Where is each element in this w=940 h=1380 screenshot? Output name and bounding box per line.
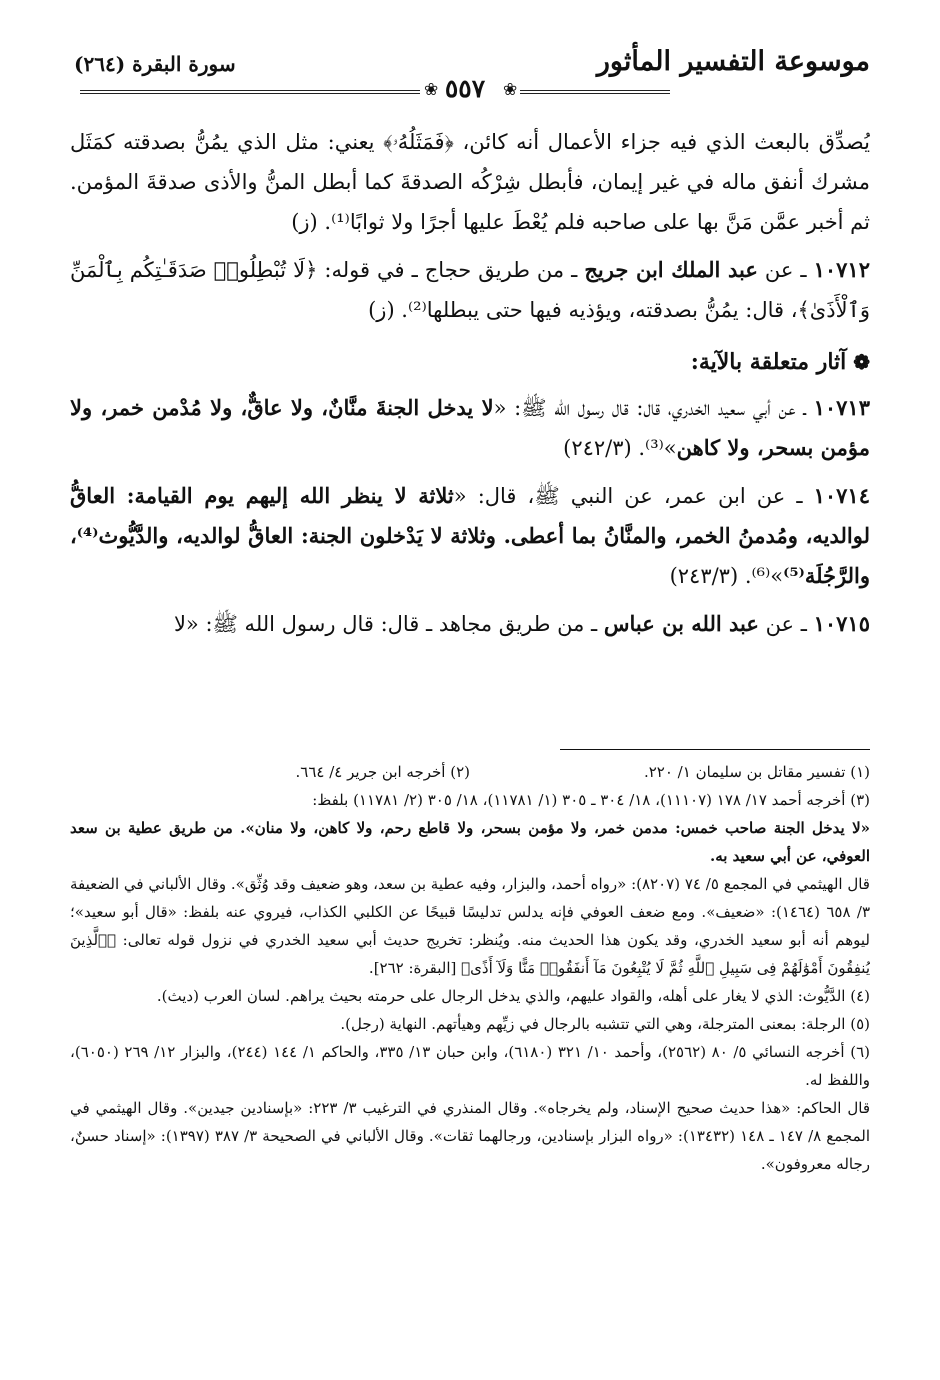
header-rule-right bbox=[520, 90, 670, 94]
section-heading-text: آثار متعلقة بالآية: bbox=[690, 349, 847, 375]
footnotes bbox=[70, 758, 870, 1328]
footnote-1: (١) تفسير مقاتل بن سليمان ١/ ٢٢٠. bbox=[643, 763, 870, 781]
entry-number: ١٠٧١٢ bbox=[813, 257, 870, 282]
narrator-name: عبد الله بن عباس bbox=[603, 611, 759, 636]
ornament-icon: ❁ bbox=[846, 350, 870, 374]
entry-text: ـ عن ابن عمر، عن النبي ﷺ، قال: « bbox=[453, 484, 814, 508]
entry-text: ـ من طريق مجاهد ـ قال: قال رسول الله ﷺ: «لا bbox=[173, 612, 604, 636]
footnote-separator bbox=[560, 749, 870, 750]
header-rule-left bbox=[80, 90, 420, 94]
paragraph: يُصدِّق بالبعث الذي فيه جزاء الأعمال أنه كائن، ﴿فَمَثَلُهُۥ﴾ يعني: مثل الذي يمُنُّ بصدقته كمَثَل مشرك أنفق ماله في غير إيمان، فأبطل شِرْكُه الصدقةَ كما أبطل المنُّ والأذى صدقةَ المؤمن. ثم أخبر عمَّن مَنَّ بها على صاحبه فلم يُعْطَ عليها أجرًا ولا ثوابًا⁽¹⁾. (ز) bbox=[70, 130, 870, 234]
footnote-2: (٢) أخرجه ابن جرير ٤/ ٦٦٤. bbox=[295, 763, 470, 781]
footnote-3: (٣) أخرجه أحمد ١٧/ ١٧٨ (١١١٠٧)، ١٨/ ٣٠٤ ـ ٣٠٥ (١/ ١١٧٨١)، ١٨/ ٣٠٥ (٢/ ١١٧٨١) بلفظ: bbox=[312, 791, 870, 809]
entry-text: »⁽³⁾. (٢٤٢/٣) bbox=[563, 436, 677, 460]
entry-text: ـ من طريق حجاج ـ في قوله: ﴿لَا تُبْطِلُوا۟ صَدَقَـٰتِكُم بِٱلْمَنِّ وَٱلْأَذَىٰ﴾، قال: يمُنُّ بصدقته، ويؤذيه فيها حتى يبطلها⁽²⁾. (ز) bbox=[70, 258, 870, 322]
entry-number: ١٠٧١٤ bbox=[813, 483, 870, 508]
hadith-text: ثلاثة لا ينظر الله إليهم يوم القيامة: العاقُّ لوالديه، ومُدمنُ الخمر، والمنَّانُ بما أعطى. وثلاثة لا يَدْخلون الجنة: العاقُّ لوالديه، والدَّيُّوث⁽⁴⁾، والرَّجُلَة⁽⁵⁾ bbox=[70, 483, 870, 588]
footnote-5: (٥) الرجلة: بمعنى المترجلة، وهي التي تتشبه بالرجال في زيِّهم وهيأتهم. النهاية (رجل). bbox=[340, 1015, 870, 1033]
footnote-3-commentary: قال الهيثمي في المجمع ٥/ ٧٤ (٨٢٠٧): «رواه أحمد، والبزار، وفيه عطية بن سعد، وهو ضعيف وقد وُثِّق». وقال الألباني في الضعيفة ٣/ ٦٥٨ (١٤٦٤): «ضعيف». ومع ضعف العوفي فإنه يدلس تدليسًا قبيحًا عن الكلبي الكذاب، فيروي عنه بلفظ: «قال أبو سعيد»؛ ليوهم أنه أبو سعيد الخدري، وقد يكون هذا الحديث منه. ويُنظر: تخريج حديث أبي سعيد الخدري في نزول قوله تعالى: ﴿ٱلَّذِينَ يُنفِقُونَ أَمْوَٰلَهُمْ فِى سَبِيلِ ٱللَّهِ ثُمَّ لَا يُتْبِعُونَ مَآ أَنفَقُوا۟ مَنًّا وَلَآ أَذًى﴾ [البقرة: ٢٦٢]. bbox=[70, 875, 870, 977]
footnote-3-hadith: «لا يدخل الجنة صاحب خمس: مدمن خمر، ولا مؤمن بسحر، ولا قاطع رحم، ولا كاهن، ولا منان». من طريق عطية بن سعد العوفي، عن أبي سعيد به. bbox=[70, 819, 870, 865]
entry-10715 bbox=[70, 604, 870, 644]
book-title: موسوعة التفسير المأثور bbox=[596, 46, 870, 77]
hadith-text: لا يدخل الجنةَ منَّانٌ، ولا عاقٌّ، ولا مُدْمن خمر، ولا مؤمن بسحر، ولا كاهن bbox=[70, 395, 870, 460]
entry-text: ـ عن أبي سعيد الخدري، قال: قال رسول الله ﷺ: « bbox=[493, 396, 814, 420]
entry-text: ـ عن bbox=[757, 258, 814, 282]
surah-label: سورة البقرة (٢٦٤) bbox=[74, 52, 236, 76]
entry-text: ـ عن bbox=[758, 612, 814, 636]
entry-10713 bbox=[70, 388, 870, 468]
section-heading bbox=[70, 342, 870, 382]
entry-10714 bbox=[70, 476, 870, 596]
entry-number: ١٠٧١٥ bbox=[813, 611, 870, 636]
footnote-6: (٦) أخرجه النسائي ٥/ ٨٠ (٢٥٦٢)، وأحمد ١٠/ ٣٢١ (٦١٨٠)، وابن حبان ١٣/ ٣٣٥، والحاكم ١/ ١٤٤ (٢٤٤)، والبزار ١٢/ ٢٦٩ (٦٠٥٠)، واللفظ له. bbox=[70, 1043, 870, 1089]
footnote-4: (٤) الدَّيُّوث: الذي لا يغار على أهله، والقواد عليهم، والذي يدخل الرجال على حرمته بحيث يراهم. لسان العرب (ديث). bbox=[156, 987, 870, 1005]
ornament-icon: ❀ bbox=[503, 80, 518, 100]
page-number: ٥٥٧ bbox=[444, 74, 486, 103]
footnote-6-commentary: قال الحاكم: «هذا حديث صحيح الإسناد، ولم يخرجاه». وقال المنذري في الترغيب ٣/ ٢٢٣: «بإسنادين جيدين». وقال الهيثمي في المجمع ٨/ ١٤٧ ـ ١٤٨ (١٣٤٣٢): «رواه البزار بإسنادين، ورجالهما ثقات». وقال الألباني في الصحيحة ٣/ ٣٨٧ (١٣٩٧): «إسناد حسنٌ، رجاله معروفون». bbox=[70, 1099, 870, 1173]
entry-10712 bbox=[70, 250, 870, 330]
main-text bbox=[70, 122, 870, 652]
entry-number: ١٠٧١٣ bbox=[813, 395, 870, 420]
entry-text: »⁽⁶⁾. (٢٤٣/٣) bbox=[669, 564, 784, 588]
footnote-row bbox=[70, 758, 870, 786]
ornament-icon: ❀ bbox=[424, 80, 439, 100]
narrator-name: عبد الملك ابن جريج bbox=[584, 257, 758, 282]
